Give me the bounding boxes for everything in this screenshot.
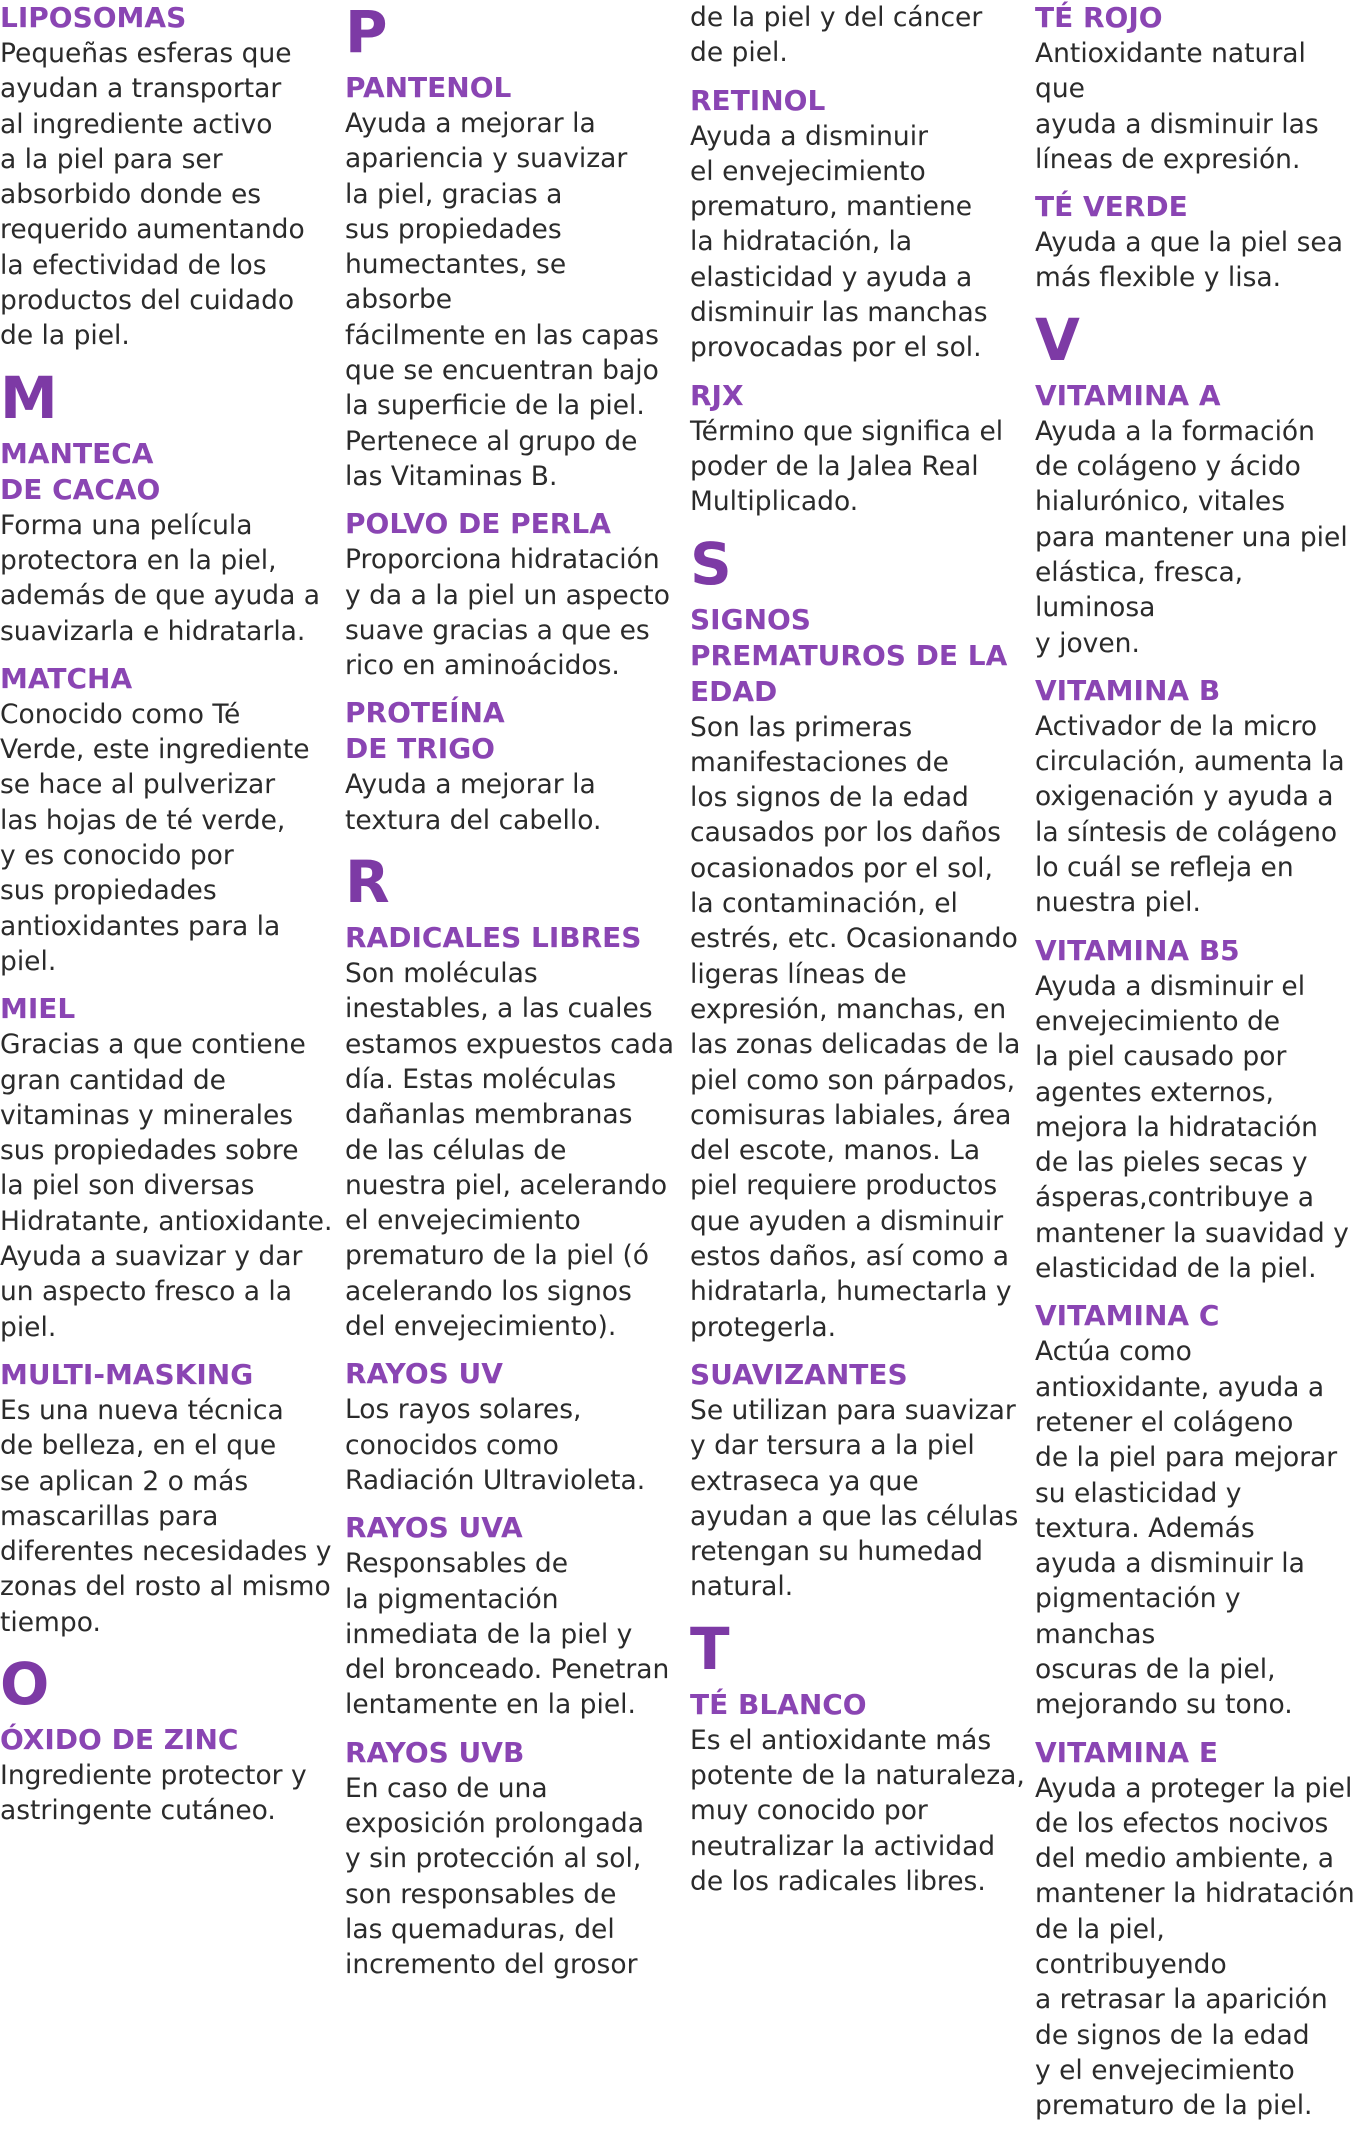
entry-oxido-de-zinc [0, 1722, 335, 1829]
entry-radicales-libres [345, 920, 680, 1344]
section-letter-m: M [0, 363, 58, 432]
continued-description: de la piel y del cáncer de piel. [690, 2, 983, 69]
entry-vitamina-a [1035, 378, 1357, 661]
term-heading: ÓXIDO DE ZINC [0, 1722, 239, 1756]
term-heading: VITAMINA A [1035, 378, 1221, 412]
section-letter-r: R [345, 848, 390, 917]
term-heading: RAYOS UVB [345, 1735, 525, 1769]
entry-proteina-de-trigo [345, 695, 680, 838]
term-heading: MANTECA DE CACAO [0, 436, 161, 506]
term-description: Ayuda a mejorar la textura del cabello. [345, 769, 602, 836]
glossary-column-2 [345, 0, 680, 1994]
entry-miel [0, 991, 335, 1345]
entry-suavizantes [690, 1357, 1025, 1605]
entry-rjx [690, 378, 1025, 520]
term-description: Pequeñas esferas que ayudan a transportar al ingrediente activo a la piel para ser absorbido donde es requerido aumentando la efectividad de los productos del cuidado de la piel. [0, 38, 305, 352]
term-heading: SIGNOS PREMATUROS DE LA EDAD [690, 602, 1008, 708]
entry-signos-prematuros [690, 602, 1025, 1345]
glossary-column-4 [1035, 0, 1357, 2136]
term-description: Ayuda a la formación de colágeno y ácido hialurónico, vitales para mantener una piel elástica, fresca, luminosa y joven. [1035, 415, 1348, 659]
entry-vitamina-b5 [1035, 933, 1357, 1287]
term-description: Son moléculas inestables, a las cuales estamos expuestos cada día. Estas moléculas dañanlas membranas de las células de nuestra piel, acelerando el envejecimiento prematuro de la piel (ó acelerando los signos del envejecimiento). [345, 958, 674, 1343]
term-heading: RAYOS UVA [345, 1511, 523, 1545]
entry-te-rojo [1035, 0, 1357, 177]
term-description: Actúa como antioxidante, ayuda a retener el colágeno de la piel para mejorar su elasticidad y textura. Además ayuda a disminuir la pigmentación y manchas oscuras de la piel, mejorando su tono. [1035, 1336, 1338, 1721]
entry-vitamina-c [1035, 1298, 1357, 1722]
term-description: Es una nueva técnica de belleza, en el que se aplican 2 o más mascarillas para diferentes necesidades y zonas del rosto al mismo tiempo. [0, 1394, 332, 1638]
term-heading: LIPOSOMAS [0, 1, 187, 34]
entry-liposomas [0, 0, 335, 354]
entry-te-verde [1035, 189, 1357, 296]
term-description: Activador de la micro circulación, aumenta la oxigenación y ayuda a la síntesis de colágeno lo cuál se refleja en nuestra piel. [1035, 710, 1345, 919]
section-letter-o: O [0, 1649, 50, 1718]
term-description: Ayuda a que la piel sea más flexible y lisa. [1035, 227, 1343, 294]
term-description: Gracias a que contiene gran cantidad de vitaminas y minerales sus propiedades sobre la piel son diversas Hidratante, antioxidante. Ayuda a suavizar y dar un aspecto fresco a la piel. [0, 1029, 333, 1343]
term-heading: TÉ VERDE [1035, 190, 1188, 224]
term-heading: RAYOS UV [345, 1357, 503, 1391]
term-description: Es el antioxidante más potente de la naturaleza, muy conocido por neutralizar la actividad de los radicales libres. [690, 1724, 1025, 1897]
term-heading: MATCHA [0, 661, 133, 695]
term-heading: VITAMINA B [1035, 673, 1221, 707]
term-heading: VITAMINA E [1035, 1735, 1218, 1769]
term-heading: MULTI-MASKING [0, 1357, 254, 1391]
term-description: Forma una película protectora en la piel, además de que ayuda a suavizarla e hidratarla. [0, 509, 320, 647]
term-description: Se utilizan para suavizar y dar tersura a la piel extraseca ya que ayudan a que las células retengan su humedad natural. [690, 1394, 1019, 1603]
entry-rayos-uvb [345, 1735, 680, 1983]
entry-multi-masking [0, 1357, 335, 1640]
term-heading: MIEL [0, 992, 76, 1026]
entry-te-blanco [690, 1687, 1025, 1899]
term-description: Son las primeras manifestaciones de los signos de la edad causados por los daños ocasionados por el sol, la contaminación, el estrés, etc. Ocasionando ligeras líneas de expresión, manchas, en las zonas delicadas de la piel como son párpados, comisuras labiales, área del escote, manos. La piel requiere productos que ayuden a disminuir estos daños, así como a hidratarla, humectarla y protegerla. [690, 711, 1021, 1343]
term-heading: PANTENOL [345, 71, 512, 104]
entry-vitamina-e [1035, 1735, 1357, 2124]
glossary-column-3 [690, 0, 1025, 1911]
term-heading: RJX [690, 378, 744, 412]
term-description: Los rayos solares, conocidos como Radiación Ultravioleta. [345, 1394, 646, 1496]
entry-polvo-de-perla [345, 506, 680, 683]
term-description: Ingrediente protector y astringente cutáneo. [0, 1759, 307, 1827]
section-letter-v: V [1035, 305, 1080, 374]
term-description: Ayuda a disminuir el envejecimiento prematuro, mantiene la hidratación, la elasticidad y ayuda a disminuir las manchas provocadas por el sol. [690, 120, 988, 364]
term-description: Responsables de la pigmentación inmediata de la piel y del bronceado. Penetran lentamente en la piel. [345, 1548, 670, 1721]
section-letter-t: T [690, 1614, 730, 1683]
term-heading: RADICALES LIBRES [345, 921, 642, 955]
term-heading: POLVO DE PERLA [345, 507, 611, 541]
term-description: Antioxidante natural que ayuda a disminuir las líneas de expresión. [1035, 38, 1319, 175]
term-heading: VITAMINA B5 [1035, 933, 1240, 967]
term-description: Ayuda a mejorar la apariencia y suavizar la piel, gracias a sus propiedades humectantes, se absorbe fácilmente en las capas que se encuentran bajo la superficie de la piel. Pertenece al grupo de las Vitaminas B. [345, 108, 659, 492]
term-heading: RETINOL [690, 83, 826, 117]
term-heading: SUAVIZANTES [690, 1357, 908, 1391]
term-heading: PROTEÍNA DE TRIGO [345, 696, 505, 766]
term-heading: VITAMINA C [1035, 1299, 1220, 1333]
term-description: Término que significa el poder de la Jalea Real Multiplicado. [690, 415, 1004, 518]
glossary-column-1 [0, 0, 335, 1841]
term-description: Proporciona hidratación y da a la piel un aspecto suave gracias a que es rico en aminoácidos. [345, 544, 670, 682]
term-heading: TÉ ROJO [1035, 1, 1163, 34]
term-heading: TÉ BLANCO [690, 1687, 867, 1721]
term-description: Ayuda a proteger la piel de los efectos nocivos del medio ambiente, a mantener la hidratación de la piel, contribuyendo a retrasar la aparición de signos de la edad y el envejecimiento prematuro de la piel. [1035, 1772, 1355, 2122]
term-description: Ayuda a disminuir el envejecimiento de la piel causado por agentes externos, mejora la hidratación de las pieles secas y ásperas,contribuye a mantener la suavidad y elasticidad de la piel. [1035, 970, 1349, 1285]
entry-rayos-uva [345, 1510, 680, 1722]
term-description: En caso de una exposición prolongada y sin protección al sol, son responsables de las quemaduras, del incremento del grosor [345, 1772, 644, 1981]
entry-manteca-de-cacao [0, 436, 335, 649]
term-description: Conocido como Té Verde, este ingrediente se hace al pulverizar las hojas de té verde, y es conocido por sus propiedades antioxidantes para la piel. [0, 698, 310, 977]
entry-retinol [690, 83, 1025, 366]
entry-pantenol [345, 70, 680, 494]
section-letter-p: P [345, 0, 388, 66]
entry-matcha [0, 661, 335, 979]
entry-vitamina-b [1035, 673, 1357, 921]
entry-rayos-uv [345, 1356, 680, 1498]
section-letter-s: S [690, 529, 732, 598]
